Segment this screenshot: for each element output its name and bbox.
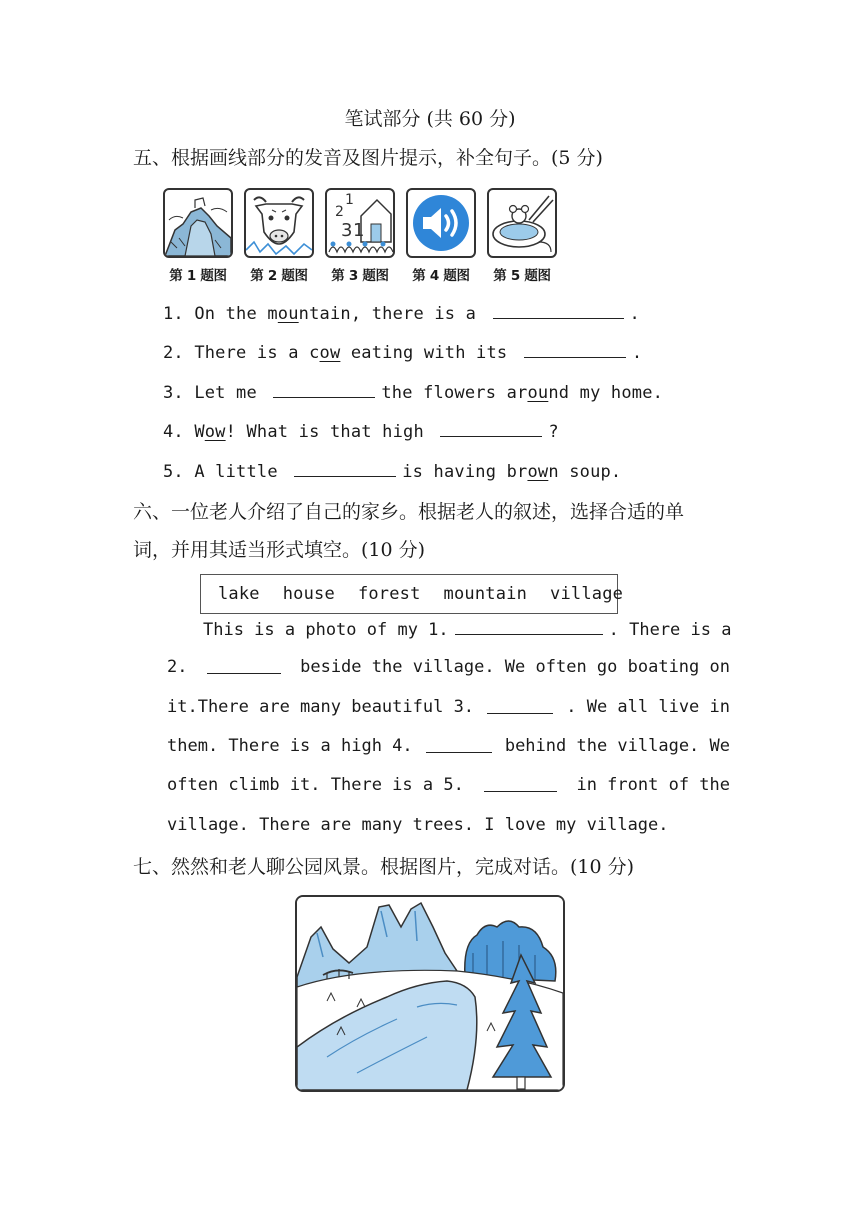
question-text: ? xyxy=(548,422,559,442)
question-number: 1. xyxy=(163,304,184,324)
passage-line xyxy=(167,736,730,756)
passage-text: beside the village. We often go boating on xyxy=(300,657,730,677)
answer-blank-2[interactable] xyxy=(207,657,281,674)
word-option: village xyxy=(550,584,624,604)
answer-blank-3[interactable] xyxy=(487,697,553,714)
question-text: is having br xyxy=(402,462,528,482)
question-text: ! What is that high xyxy=(225,422,424,442)
question-text: the flowers ar xyxy=(381,383,528,403)
section-7-heading: 七、然然和老人聊公园风景。根据图片，完成对话。(10 分) xyxy=(133,856,635,878)
answer-blank[interactable] xyxy=(294,460,396,477)
section-5-heading: 五、根据画线部分的发音及图片提示，补全句子。(5 分) xyxy=(133,147,603,169)
speaker-icon xyxy=(406,188,476,258)
question-number: 4. xyxy=(163,422,184,442)
question-number: 3. xyxy=(163,383,184,403)
question-text: nd my home. xyxy=(548,383,664,403)
underlined-sound: ou xyxy=(277,304,299,324)
passage-line xyxy=(167,657,730,677)
passage-text: This is a photo of my 1. xyxy=(203,620,449,640)
question-text: There is a c xyxy=(194,343,320,363)
passage-text: . We all live in xyxy=(566,697,730,717)
question-text: W xyxy=(194,422,205,442)
passage-text: in front of the xyxy=(576,775,730,795)
question-number: 5. xyxy=(163,462,184,482)
question-text: . xyxy=(631,343,643,363)
question-2 xyxy=(163,341,642,363)
answer-blank[interactable] xyxy=(273,381,375,398)
picture-2 xyxy=(244,188,314,284)
svg-text:3: 3 xyxy=(341,220,353,241)
question-number: 2. xyxy=(163,343,184,363)
answer-blank-5[interactable] xyxy=(484,775,557,792)
question-text: ntain, there is a xyxy=(298,304,477,324)
answer-blank[interactable] xyxy=(524,341,626,358)
section-6-heading xyxy=(133,493,684,569)
question-text: Let me xyxy=(194,383,257,403)
question-text: eating with its xyxy=(350,343,508,363)
picture-3 xyxy=(325,188,395,284)
heading-line: 六、一位老人介绍了自己的家乡。根据老人的叙述，选择合适的单 xyxy=(133,501,685,523)
picture-caption: 第 2 题图 xyxy=(250,268,308,284)
mountain-icon xyxy=(163,188,233,258)
question-3 xyxy=(163,381,663,403)
heading-line: 词，并用其适当形式填空。(10 分) xyxy=(133,539,426,561)
passage-text: 2. xyxy=(167,657,188,677)
answer-blank[interactable] xyxy=(493,302,624,319)
question-text: On the m xyxy=(194,304,278,324)
passage-text: village. There are many trees. I love my village. xyxy=(167,815,669,835)
answer-blank[interactable] xyxy=(440,420,542,437)
passage-line xyxy=(167,618,730,640)
question-text: A little xyxy=(194,462,278,482)
passage-text: it.There are many beautiful 3. xyxy=(167,697,475,717)
passage-text: often climb it. There is a 5. xyxy=(167,775,464,795)
question-5 xyxy=(163,460,621,482)
passage-text: them. There is a high 4. xyxy=(167,736,413,756)
picture-5 xyxy=(487,188,557,284)
passage xyxy=(167,618,730,838)
house-flowers-icon xyxy=(325,188,395,258)
passage-line xyxy=(167,775,730,795)
cow-icon xyxy=(244,188,314,258)
underlined-sound: ow xyxy=(527,462,549,482)
word-option: house xyxy=(282,584,335,604)
svg-text:1: 1 xyxy=(353,220,365,241)
word-option: mountain xyxy=(443,584,528,604)
svg-text:1: 1 xyxy=(345,192,354,208)
passage-line xyxy=(167,697,730,717)
word-bank xyxy=(200,574,624,614)
passage-text: . There is a xyxy=(608,620,732,640)
picture-caption: 第 5 题图 xyxy=(493,268,551,284)
underlined-sound: ow xyxy=(204,422,226,442)
underlined-sound: ou xyxy=(527,383,549,403)
answer-blank-4[interactable] xyxy=(426,736,492,753)
picture-row xyxy=(163,188,557,284)
picture-caption: 第 4 题图 xyxy=(412,268,470,284)
park-landscape-icon xyxy=(295,895,565,1092)
picture-1 xyxy=(163,188,233,284)
page-title: 笔试部分 (共 60 分) xyxy=(344,108,516,130)
picture-caption: 第 1 题图 xyxy=(169,268,227,284)
word-option: forest xyxy=(357,584,421,604)
answer-blank-1[interactable] xyxy=(455,618,603,635)
passage-line xyxy=(167,815,730,835)
picture-caption: 第 3 题图 xyxy=(331,268,389,284)
svg-text:2: 2 xyxy=(335,204,344,220)
underlined-sound: ow xyxy=(319,343,341,363)
passage-text: behind the village. We xyxy=(504,736,730,756)
word-option: lake xyxy=(218,584,260,604)
picture-4 xyxy=(406,188,476,284)
question-1 xyxy=(163,302,640,324)
mouse-soup-icon xyxy=(487,188,557,258)
question-4 xyxy=(163,420,559,442)
question-text: n soup. xyxy=(548,462,622,482)
question-text: . xyxy=(629,304,640,324)
